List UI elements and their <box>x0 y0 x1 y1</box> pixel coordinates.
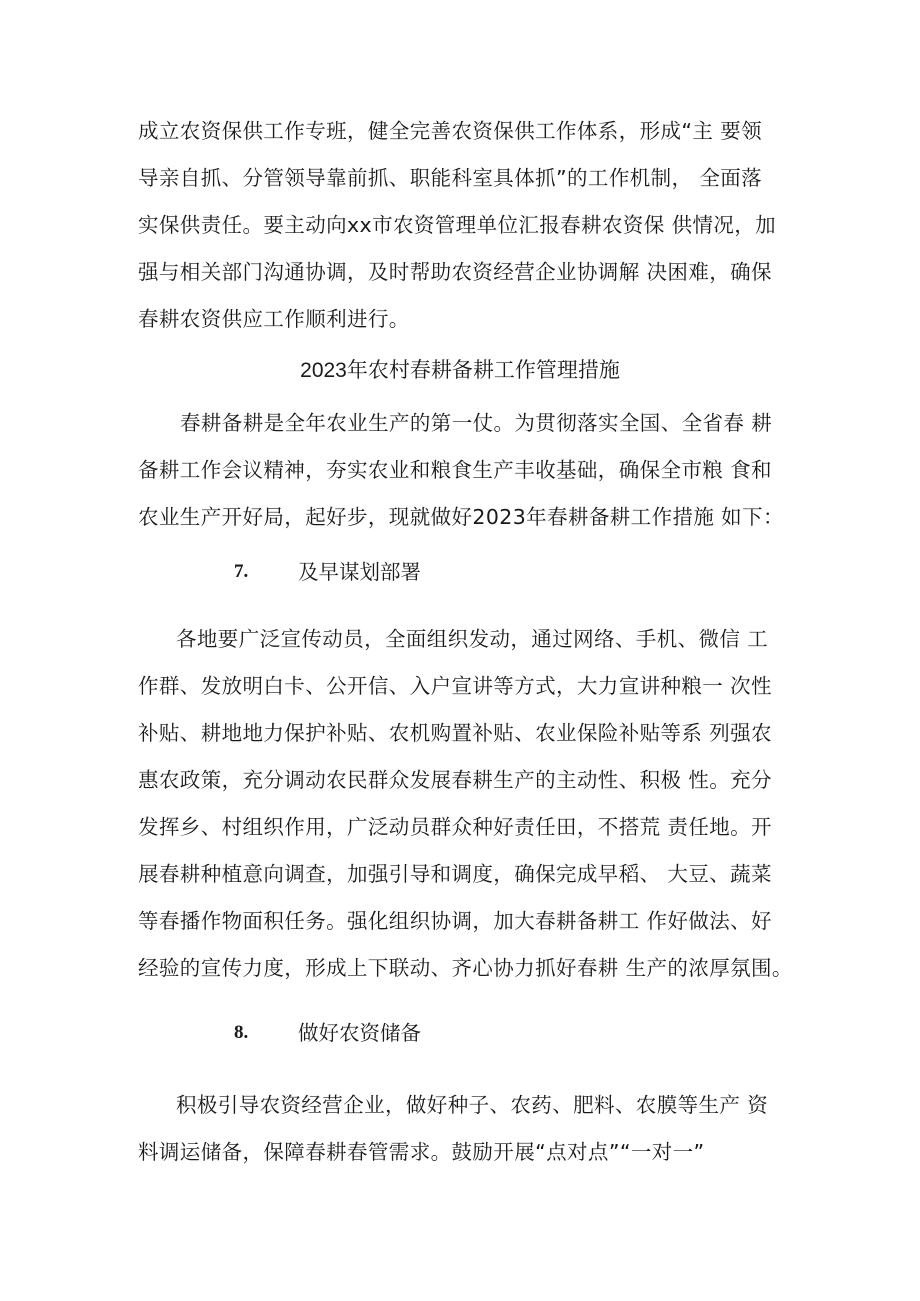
section-7-number: 7. <box>234 561 249 582</box>
section-7-line-5: 发挥乡、村组织作用，广泛动员群众种好责任田，不搭荒 责任地。开 <box>138 815 772 839</box>
section-7-line-3: 补贴、耕地地力保护补贴、农机购置补贴、农业保险补贴等系 列强农 <box>138 721 772 745</box>
paragraph-1-line-5: 春耕农资供应工作顺利进行。 <box>138 307 410 331</box>
paragraph-1-line-1: 成立农资保供工作专班，健全完善农资保供工作体系，形成“主 要领 <box>138 119 763 143</box>
document-title: 2023年农村春耕备耕工作管理措施 <box>300 359 620 382</box>
paragraph-1-line-4: 强与相关部门沟通协调，及时帮助农资经营企业协调解 决困难，确保 <box>138 260 772 284</box>
section-7-line-6: 展春耕种植意向调查，加强引导和调度，确保完成早稻、 大豆、蔬菜 <box>138 862 772 886</box>
section-7-line-7: 等春播作物面积任务。强化组织协调，加大春耕备耕工 作好做法、好 <box>138 909 772 933</box>
section-7-line-2: 作群、发放明白卡、公开信、入户宣讲等方式，大力宣讲种粮一 次性 <box>138 674 772 698</box>
section-7-heading: 及早谋划部署 <box>298 560 421 584</box>
intro-line-2: 备耕工作会议精神，夯实农业和粮食生产丰收基础，确保全市粮 食和 <box>138 458 772 482</box>
section-7-line-1: 各地要广泛宣传动员，全面组织发动，通过网络、手机、微信 工 <box>176 627 769 651</box>
intro-line-3: 农业生产开好局，起好步，现就做好2023年春耕备耕工作措施 如下： <box>138 505 784 529</box>
paragraph-1-line-3: 实保供责任。要主动向xx市农资管理单位汇报春耕农资保 供情况，加 <box>138 213 777 237</box>
intro-line-1: 春耕备耕是全年农业生产的第一仗。为贯彻落实全国、全省春 耕 <box>180 411 773 435</box>
section-8-heading: 做好农资储备 <box>298 1021 421 1045</box>
section-7-line-4: 惠农政策，充分调动农民群众发展春耕生产的主动性、积极 性。充分 <box>138 768 772 792</box>
paragraph-1-line-2: 导亲自抓、分管领导靠前抓、职能科室具体抓”的工作机制， 全面落 <box>138 166 763 190</box>
section-7-line-8: 经验的宣传力度，形成上下联动、齐心协力抓好春耕 生产的浓厚氛围。 <box>138 956 793 980</box>
section-8-line-2: 料调运储备，保障春耕春管需求。鼓励开展“点对点”“一对一” <box>138 1140 705 1164</box>
section-8-line-1: 积极引导农资经营企业，做好种子、农药、肥料、农膜等生产 资 <box>176 1093 769 1117</box>
section-8-number: 8. <box>234 1022 249 1043</box>
